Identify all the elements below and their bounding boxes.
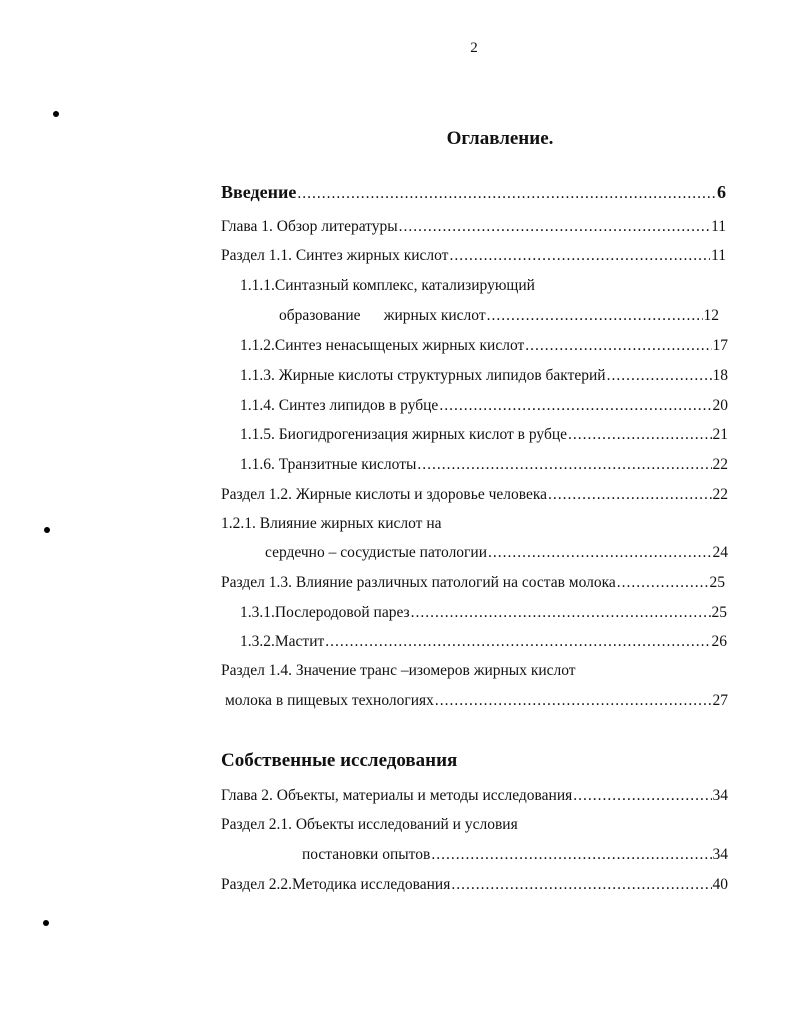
toc-entry-page: 12 [703, 307, 719, 324]
toc-entry-page: 20 [712, 397, 728, 414]
toc-entry-page: 22 [712, 486, 728, 503]
leader-dots [525, 336, 711, 356]
toc-entry-page: 27 [712, 692, 728, 709]
leader-dots [449, 246, 710, 266]
leader-dots [548, 485, 711, 505]
leader-dots [487, 306, 703, 326]
toc-entry-chapter-1 [221, 217, 726, 237]
toc-entry-1-1-1-line1: 1.1.1.Синтазный комплекс, катализирующий [240, 277, 535, 294]
toc-entry-page: 34 [712, 846, 728, 863]
leader-dots [607, 366, 712, 386]
toc-entry-page: 25 [709, 574, 725, 591]
toc-entry-page: 21 [712, 426, 728, 443]
page-number: 2 [470, 40, 478, 56]
leader-dots [488, 543, 711, 563]
toc-entry-1-3-2 [240, 632, 727, 652]
leader-dots [568, 425, 711, 445]
toc-title: Оглавление. [446, 128, 554, 149]
toc-entry-1-1-6 [240, 455, 728, 475]
toc-entry-label: Раздел 2.2.Методика исследования [221, 876, 451, 893]
leader-dots [297, 184, 716, 204]
toc-entry-page: 26 [711, 633, 727, 650]
toc-entry-page: 11 [711, 218, 726, 235]
leader-dots [617, 573, 709, 593]
toc-entry-label: 1.3.2.Мастит [240, 633, 325, 650]
toc-entry-1-1-5 [240, 425, 728, 445]
toc-entry-page: 22 [712, 456, 728, 473]
toc-entry-1-1-1-line2 [279, 306, 719, 326]
toc-entry-label: Глава 2. Объекты, материалы и методы исследования [221, 787, 573, 804]
leader-dots [431, 845, 711, 865]
toc-entry-label: 1.1.6. Транзитные кислоты [240, 456, 417, 473]
toc-entry-1-3-1 [240, 603, 727, 623]
toc-entry-1-2-1-line2 [265, 543, 728, 563]
toc-entry-page: 34 [712, 787, 728, 804]
toc-entry-label: Раздел 1.3. Влияние различных патологий на состав молока [221, 574, 616, 591]
leader-dots [573, 786, 711, 806]
toc-entry-label: Введение [221, 182, 297, 202]
leader-dots [411, 603, 711, 623]
toc-entry-page: 17 [712, 337, 728, 354]
toc-entry-1-1-2 [240, 336, 728, 356]
leader-dots [435, 691, 712, 711]
toc-entry-label: Раздел 1.1. Синтез жирных кислот [221, 247, 449, 264]
toc-entry-section-1-4-line2 [225, 691, 728, 711]
toc-entry-label: сердечно – сосудистые патологии [265, 544, 488, 561]
toc-entry-label: Раздел 1.2. Жирные кислоты и здоровье человека [221, 486, 548, 503]
toc-entry-chapter-2 [221, 786, 728, 806]
leader-dots [417, 455, 711, 475]
leader-dots [451, 875, 711, 895]
toc-entry-1-2-1-line1: 1.2.1. Влияние жирных кислот на [221, 515, 442, 532]
toc-entry-page: 6 [717, 182, 726, 202]
toc-entry-label: 1.3.1.Послеродовой парез [240, 604, 410, 621]
toc-entry-label: образование жирных кислот [279, 307, 486, 324]
toc-entry-section-2-1-line2 [302, 845, 728, 865]
toc-entry-1-1-3 [240, 366, 728, 386]
toc-entry-page: 18 [712, 367, 728, 384]
toc-entry-page: 24 [712, 544, 728, 561]
toc-entry-label: постановки опытов [302, 846, 431, 863]
toc-entry-section-1-3 [221, 573, 725, 593]
margin-bullet-middle [44, 527, 50, 533]
leader-dots [325, 632, 710, 652]
toc-entry-label: 1.1.4. Синтез липидов в рубце [240, 397, 439, 414]
margin-bullet-bottom [43, 920, 49, 926]
leader-dots [399, 217, 710, 237]
toc-entry-section-1-4-line1: Раздел 1.4. Значение транс –изомеров жирных кислот [221, 662, 576, 679]
toc-entry-section-2-1-line1: Раздел 2.1. Объекты исследований и условия [221, 816, 518, 833]
toc-entry-label: молока в пищевых технологиях [225, 692, 434, 709]
toc-entry-label: Глава 1. Обзор литературы [221, 218, 398, 235]
toc-entry-label: 1.1.3. Жирные кислоты структурных липидов бактерий [240, 367, 606, 384]
toc-entry-label: 1.1.2.Синтез ненасыщеных жирных кислот [240, 337, 525, 354]
toc-entry-intro [221, 182, 726, 202]
toc-entry-section-2-2 [221, 875, 728, 895]
toc-entry-page: 11 [711, 247, 726, 264]
toc-entry-page: 40 [712, 876, 728, 893]
own-research-heading: Собственные исследования [221, 750, 458, 771]
margin-bullet-top [53, 111, 59, 117]
toc-entry-section-1-1 [221, 246, 726, 266]
toc-entry-label: 1.1.5. Биогидрогенизация жирных кислот в рубце [240, 426, 568, 443]
toc-entry-1-1-4 [240, 396, 728, 416]
toc-entry-page: 25 [711, 604, 727, 621]
toc-entry-section-1-2 [221, 485, 728, 505]
leader-dots [439, 396, 711, 416]
